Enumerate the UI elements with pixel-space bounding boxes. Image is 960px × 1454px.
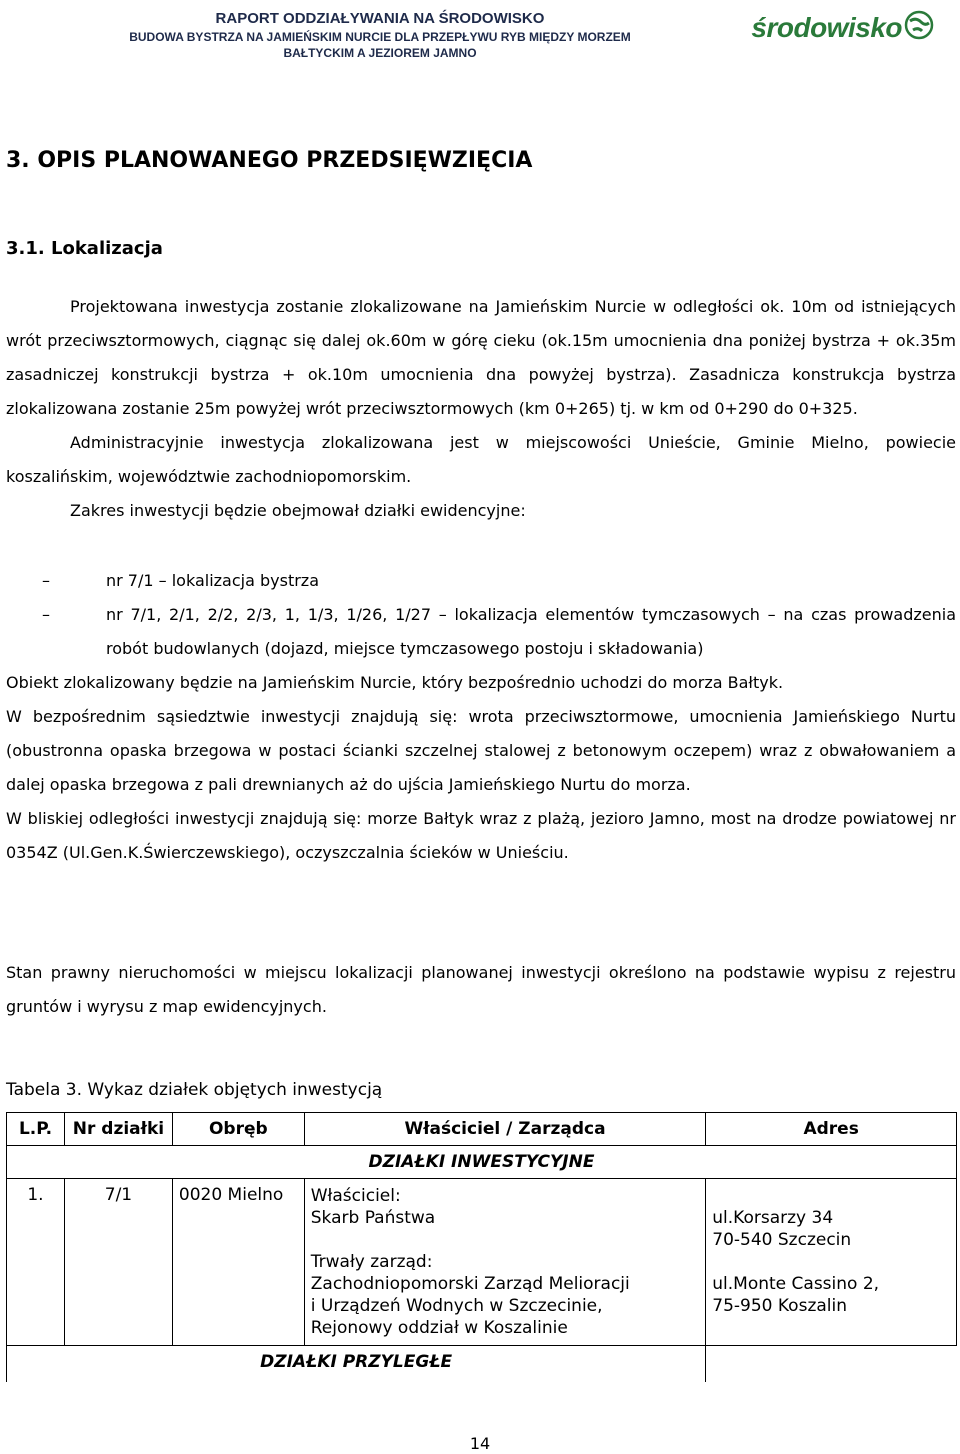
table-header-row <box>7 1113 957 1146</box>
report-title: RAPORT ODDZIAŁYWANIA NA ŚRODOWISKO <box>215 10 545 27</box>
owner-name: Skarb Państwa <box>310 1208 436 1228</box>
address1-line1: ul.Korsarzy 34 <box>712 1208 834 1228</box>
paragraph-p5: W bezpośrednim sąsiedztwie inwestycji znajdują się: wrota przeciwsztormowe, umocnienia Jamieńskiego Nurtu (obustronna opaska brzegowa w postaci ścianki szczelnej stalowej z betonowym oczepem) wraz z obwałowaniem a dalej opaska brzegowa z pali drewnianych aż do ujścia Jamieńskiego Nurtu do morza. <box>6 707 956 794</box>
table-section-row <box>7 1146 957 1179</box>
manager-label: Trwały zarząd: <box>310 1252 433 1272</box>
header-nr: Nr działki <box>64 1113 172 1146</box>
empty-cell <box>706 1346 957 1383</box>
report-subtitle-line1: BUDOWA BYSTRZA NA JAMIEŃSKIM NURCIE DLA PRZEPŁYWU RYB MIĘDZY MORZEM <box>129 30 631 44</box>
paragraph-legal-status <box>6 956 956 1024</box>
logo-text: środowisko <box>751 12 902 43</box>
subsection-title: 3.1. Lokalizacja <box>6 238 163 259</box>
cell-obreb: 0020 Mielno <box>172 1179 304 1346</box>
cell-address <box>706 1179 957 1346</box>
bullet-text: nr 7/1 – lokalizacja bystrza <box>106 571 319 590</box>
header-address: Adres <box>706 1113 957 1146</box>
bullet-text: nr 7/1, 2/1, 2/2, 2/3, 1, 1/3, 1/26, 1/27 – lokalizacja elementów tymczasowych – na czas prowadzenia robót budowlanych (dojazd, miejsce tymczasowego postoju i składowania) <box>106 605 956 658</box>
paragraph-surroundings <box>6 666 956 870</box>
paragraph-p2: Administracyjnie inwestycja zlokalizowana jest w miejscowości Unieście, Gminie Mielno, powiecie koszalińskim, województwie zachodniopomorskim. <box>6 433 956 486</box>
section-investment: DZIAŁKI INWESTYCYJNE <box>7 1146 957 1179</box>
cell-owner <box>304 1179 706 1346</box>
list-item <box>6 598 956 666</box>
dash-bullet: – <box>42 571 50 590</box>
page-header <box>0 6 960 70</box>
page-number: 14 <box>469 1434 491 1453</box>
table-caption: Tabela 3. Wykaz działek objętych inwestycją <box>6 1080 383 1100</box>
owner-label: Właściciel: <box>310 1186 401 1206</box>
section-adjacent: DZIAŁKI PRZYLEGŁE <box>7 1346 706 1383</box>
paragraph-p1: Projektowana inwestycja zostanie zlokalizowane na Jamieńskim Nurcie w odległości ok. 10m od istniejących wrót przeciwsztormowych, ciągnąc się dalej ok.60m w górę cieku (ok.15m umocnienia dna poniżej bystrza + ok.35m zasadniczej konstrukcji bystrza + ok.10m umocnienia dna powyżej bystrza). Zasadnicza konstrukcja bystrza zlokalizowana zostanie 25m powyżej wrót przeciwsztormowych (km 0+265) tj. w km od 0+290 do 0+325. <box>6 297 956 418</box>
paragraph-p3: Zakres inwestycji będzie obejmował działki ewidencyjne: <box>70 501 526 520</box>
logo <box>734 6 934 52</box>
globe-icon <box>904 10 934 40</box>
manager-line3: Rejonowy oddział w Koszalinie <box>310 1318 568 1338</box>
cell-lp: 1. <box>7 1179 65 1346</box>
dash-bullet: – <box>42 605 50 624</box>
address2-line1: ul.Monte Cassino 2, <box>712 1274 880 1294</box>
bullet-list <box>6 564 956 666</box>
paragraph-p4: Obiekt zlokalizowany będzie na Jamieńskim Nurcie, który bezpośrednio uchodzi do morza Bałtyk. <box>6 673 784 692</box>
manager-line1: Zachodniopomorski Zarząd Melioracji <box>310 1274 630 1294</box>
address1-line2: 70-540 Szczecin <box>712 1230 852 1250</box>
report-subtitle-line2: BAŁTYCKIM A JEZIOREM JAMNO <box>283 46 477 60</box>
table-row <box>7 1179 957 1346</box>
section-title: 3. OPIS PLANOWANEGO PRZEDSIĘWZIĘCIA <box>6 148 533 173</box>
list-item <box>6 564 956 598</box>
header-owner: Właściciel / Zarządca <box>304 1113 706 1146</box>
header-obreb: Obręb <box>172 1113 304 1146</box>
cell-nr: 7/1 <box>64 1179 172 1346</box>
plots-table <box>6 1112 957 1382</box>
paragraph-p6: W bliskiej odległości inwestycji znajdują się: morze Bałtyk wraz z plażą, jezioro Jamno, most na drodze powiatowej nr 0354Z (Ul.Gen.K.Świerczewskiego), oczyszczalnia ścieków w Unieściu. <box>6 809 956 862</box>
manager-line2: i Urządzeń Wodnych w Szczecinie, <box>310 1296 603 1316</box>
paragraph-location <box>6 290 956 528</box>
header-lp: L.P. <box>7 1113 65 1146</box>
paragraph-p7: Stan prawny nieruchomości w miejscu lokalizacji planowanej inwestycji określono na podstawie wypisu z rejestru gruntów i wyrysu z map ewidencyjnych. <box>6 963 956 1016</box>
table-section-row <box>7 1346 957 1383</box>
address2-line2: 75-950 Koszalin <box>712 1296 848 1316</box>
